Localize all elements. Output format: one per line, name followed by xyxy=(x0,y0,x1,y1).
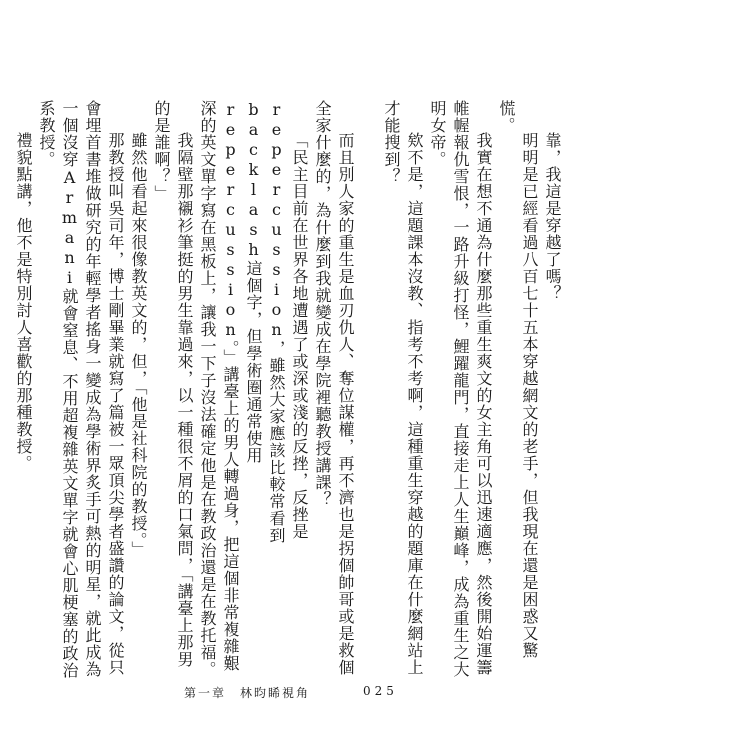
paragraph: 而且別人家的重生是血刃仇人、奪位謀權，再不濟也是拐個帥哥或是救個全家什麼的，為什麼到我就變成在學院裡聽教授講課？ xyxy=(313,100,355,676)
paragraph: 我隔壁那襯衫筆挺的男生靠過來，以一種很不屑的口氣問，「講臺上那男的是誰啊？」 xyxy=(152,100,194,668)
paragraph: 「民主目前在世界各地遭遇了或深或淺的反挫，反挫是repercussion，雖然大家應該比較常看到backlash這個字，但學術圈通常使用repercussion。」講臺上的男人轉過身，把這個非常複雜艱深的英文單字寫在黑板上，讓我一下子沒法確定他是在教政治還是在教托福。 xyxy=(198,100,309,678)
paragraph: 禮貌點講，他不是特別討人喜歡的那種教授。 xyxy=(14,132,33,472)
paragraph: 那教授叫吳司年，博士剛畢業就寫了篇被一眾頂尖學者盛讚的論文，從只會埋首書堆做研究的年輕學者搖身一變成為學術界炙手可熱的明星，就此成為一個沒穿Armani就會窒息、不用超複雜英文單字就會心肌梗塞的政治系教授。 xyxy=(37,100,125,679)
body-text xyxy=(14,100,564,680)
paragraph: 欸不是，這題課本沒教、指考不考啊，這種重生穿越的題庫在什麼網站上才能搜到？ xyxy=(382,100,424,676)
chapter-title: 第一章 林昀睎視角 xyxy=(184,686,311,700)
paragraph: 雖然他看起來很像教英文的，但，「他是社科院的教授。」 xyxy=(129,132,148,558)
paragraph: 我實在想不通為什麼那些重生爽文的女主角可以迅速適應，然後開始運籌帷幄報仇雪恨，一路升級打怪，鯉躍龍門，直接走上人生巔峰，成為重生之大明女帝。 xyxy=(428,100,493,678)
paragraph: 靠，我這是穿越了嗎？ xyxy=(543,132,562,302)
page-number: 025 xyxy=(363,684,398,698)
page-footer xyxy=(0,684,750,704)
paragraph: 明明是已經看過八百七十五本穿越網文的老手，但我現在還是困惑又驚慌。 xyxy=(497,100,539,659)
